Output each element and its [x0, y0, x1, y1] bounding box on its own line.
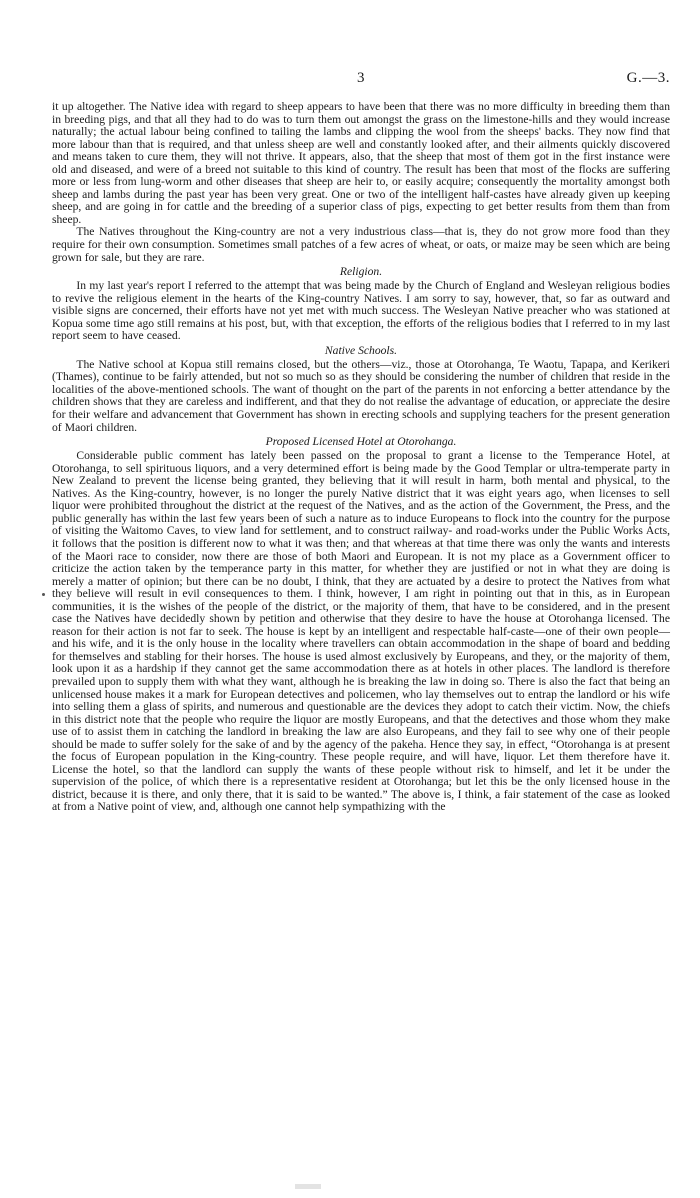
document-code: G.—3.	[626, 70, 670, 86]
document-body	[52, 101, 670, 814]
paragraph-native-schools: The Native school at Kopua still remains closed, but the others—viz., those at Otorohanga, Te Waotu, Tapapa, and Kerikeri (Thames), continue to be fairly attended, but not so much so as they should be considering the number of children that reside in the localities of the above-mentioned schools. The want of thought on the part of the parents in not enforcing a better attendance by the children shows that they are careless and indifferent, and that they do not realise the advantage of education, or appreciate the desire for their welfare and advancement that Government has shown in erecting schools and supplying teachers for the present generation of Maori children.	[52, 357, 670, 434]
paragraph-religion: In my last year's report I referred to the attempt that was being made by the Church of England and Wesleyan religious bodies to revive the religious element in the hearts of the King-country Natives. I am sorry to say, however, that, so far as outward and visible signs are concerned, their efforts have not yet met with much success. The Wesleyan Native preacher who was stationed at Kopua some time ago still remains at his post, but, with that exception, the efforts of the religious bodies that I referred to in my last report seem to have ceased.	[52, 279, 670, 343]
bottom-scan-mark	[295, 1184, 321, 1189]
margin-mark	[42, 593, 45, 596]
paragraph-licensed-hotel: Considerable public comment has lately been passed on the proposal to grant a license to the Temperance Hotel, at Otorohanga, to sell spirituous liquors, and a very determined effort is being made by the Good Templar or ultra-temperate party in New Zealand to prevent the license being granted, they believing that it will result in harm, both mental and physical, to the Natives. As the King-country, however, is no longer the purely Native district that it was eight years ago, when licenses to sell liquor were prohibited throughout the district at the request of the Natives, and as the action of the Government, the Press, and the public generally has within the last few years been of such a nature as to induce Europeans to flock into the country for the purpose of visiting the Waitomo Caves, to view land for settlement, and to construct railway- and road-works under the Public Works Acts, it follows that the position is different now to what it was then; and that whereas at that time there was only the wants and interests of the Maori race to consider, now there are those of both Maori and European. It is not my place as a Government officer to criticize the action taken by the temperance party in this matter, for whether they are justified or not in what they are doing is merely a matter of opinion; but there can be no doubt, I think, that they are actuated by a desire to protect the Natives from what they believe will result in evil consequences to them. I think, however, I am right in pointing out that in this, as in European communities, it is the wishes of the people of the district, or the majority of them, that have to be considered, and in the present case the Natives have decidedly shown by petition and otherwise that they desire to have the house at Otorohanga licensed. The reason for their action is not far to seek. The house is kept by an intelligent and respectable half-caste—one of their own people—and his wife, and it is the only house in the locality where travellers can obtain accommodation in the shape of board and bedding for themselves and stabling for their horses. The house is used almost exclusively by Europeans, and they, or the majority of them, look upon it as a hardship if they cannot get the same accommodation there as at hotels in other places. The landlord is therefore prevailed upon to supply them with what they want, although he is breaking the law in doing so. There is also the fact that being an unlicensed house makes it a mark for European detectives and policemen, who lay themselves out to entrap the landlord or his wife into selling them a glass of spirits, and numerous and questionable are the devices they adopt to catch their victim. Now, the chiefs in this district note that the people who require the liquor are mostly Europeans, and that the detectives and those whom they make use of to assist them in catching the landlord in breaking the law are also Europeans, and they fail to see why one of their people should be made to suffer solely for the sake of and by the agency of the pakeha. Hence they say, in effect, “Otorohanga is at present the focus of European population in the King-country. These people require, and will have, liquor. Let them therefore have it. License the hotel, so that the landlord can supply the wants of these people without risk to himself, and let it be under the supervision of the police, of which there is a representative resident at Otorohanga; but let this be the only licensed house in the district, because it is there, and only there, that it is said to be wanted.” The above is, I think, a fair statement of the case as looked at from a Native point of view, and, although one cannot help sympathizing with the	[52, 449, 670, 814]
heading-native-schools: Native Schools.	[324, 343, 398, 357]
heading-religion: Religion.	[339, 265, 383, 279]
page-header	[52, 70, 670, 90]
heading-licensed-hotel: Proposed Licensed Hotel at Otorohanga.	[265, 435, 457, 449]
paragraph-sheep: it up altogether. The Native idea with regard to sheep appears to have been that there was no more difficulty in breeding them than in breeding pigs, and that all they had to do was to turn them out amongst the grass on the limestone-hills and they would increase naturally; the actual labour being confined to tailing the lambs and clipping the wool from the sheeps' backs. They now find that more labour than that is required, and that unless sheep are well and constantly looked after, and their ailments quickly discovered and means taken to cure them, they will not thrive. It appears, also, that the sheep that most of them got in the first instance were old and diseased, and were of a breed not suitable to this kind of country. The result has been that most of the flocks are suffering more or less from lung-worm and other diseases that sheep are heir to, or easily acquire; consequently the mortality amongst both sheep and lambs during the past year has been very great. One or two of the intelligent half-castes have already given up keeping sheep, and are going in for cattle and the breeding of a superior class of pigs, expecting to get better results from them than from sheep.	[52, 100, 670, 226]
page-number: 3	[357, 70, 365, 86]
paragraph-industry: The Natives throughout the King-country are not a very industrious class—that is, they do not grow more food than they require for their own consumption. Sometimes small patches of a few acres of wheat, or oats, or maize may be seen which are being grown for sale, but they are rare.	[52, 225, 670, 264]
